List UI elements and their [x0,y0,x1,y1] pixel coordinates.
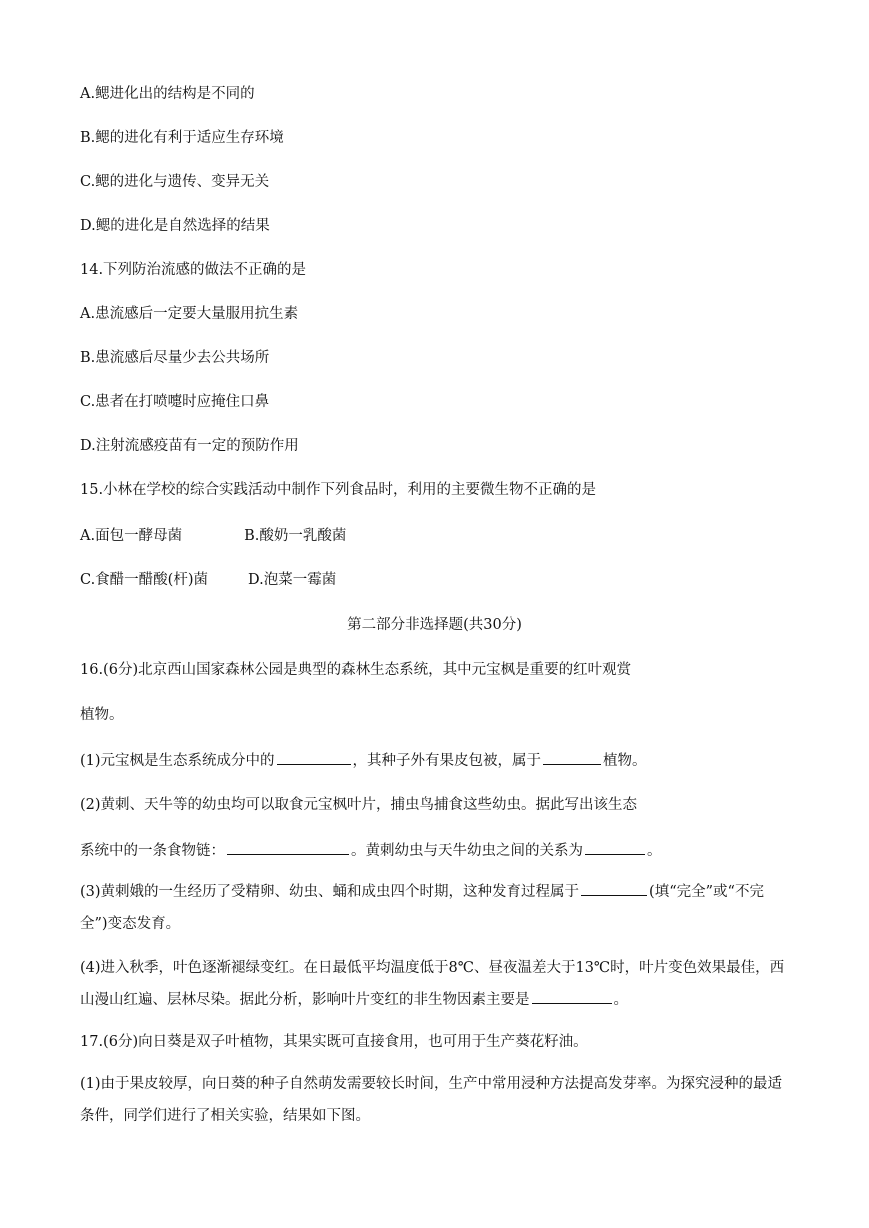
q14-option-b: B.患流感后尽量少去公共场所 [80,350,270,366]
q16-stem-line-1: 16.(6分)北京西山国家森林公园是典型的森林生态系统，其中元宝枫是重要的红叶观赏 [80,662,632,678]
q13-option-c: C.鳃的进化与遗传、变异无关 [80,174,270,190]
q14-stem: 14.下列防治流感的做法不正确的是 [80,262,307,278]
q16-p1-text-c: 植物。 [603,753,647,769]
q16-p2-blank-2[interactable] [585,840,645,855]
q15-option-c: C.食醋一醋酸(杆)菌 [80,572,209,588]
q15-options-row-2 [80,570,336,590]
q15-stem: 15.小林在学校的综合实践活动中制作下列食品时，利用的主要微生物不正确的是 [80,482,597,498]
q16-part-2-line-2 [80,840,662,861]
q14-option-d: D.注射流感疫苗有一定的预防作用 [80,438,299,454]
q15-option-d: D.泡菜一霉菌 [248,572,337,588]
q17-part-1: (1)由于果皮较厚，向日葵的种子自然萌发需要较长时间，生产中常用浸种方法提高发芽率。为探究浸种的最适条件，同学们进行了相关实验，结果如下图。 [80,1076,783,1124]
q16-p1-blank-2[interactable] [543,750,601,765]
q16-stem-line-2: 植物。 [80,707,124,723]
q16-p1-text-b: ，其种子外有果皮包被，属于 [352,753,542,769]
q16-p2-blank-1[interactable] [227,840,349,855]
q16-part-3 [80,876,790,940]
q16-p2-text-a: 系统中的一条食物链： [80,843,225,859]
q16-p4-text-a: (4)进入秋季，叶色逐渐褪绿变红。在日最低平均温度低于8℃、昼夜温差大于13℃时，叶片变色效果最佳，西山漫山红遍、层林尽染。据此分析，影响叶片变红的非生物因素主要是 [80,960,785,1008]
q13-option-d: D.鳃的进化是自然选择的结果 [80,218,270,234]
q16-p2-text-c: 。 [647,843,662,859]
q16-p1-blank-1[interactable] [277,750,351,765]
q17-stem: 17.(6分)向日葵是双子叶植物，其果实既可直接食用，也可用于生产葵花籽油。 [80,1034,588,1050]
q14-option-c: C.患者在打喷嚏时应掩住口鼻 [80,394,270,410]
q16-p3-blank[interactable] [581,881,647,896]
q15-options-row-1 [80,526,346,546]
q13-option-b: B.鳃的进化有利于适应生存环境 [80,130,284,146]
section-title: 第二部分非选择题(共30分) [347,617,522,633]
q16-p4-text-b: 。 [613,992,628,1008]
q14-option-a: A.患流感后一定要大量服用抗生素 [80,306,299,322]
q15-option-a: A.面包一酵母菌 [80,528,183,544]
q16-part-2-line-1: (2)黄刺、天牛等的幼虫均可以取食元宝枫叶片，捕虫鸟捕食这些幼虫。据此写出该生态 [80,797,638,813]
q16-p1-text-a: (1)元宝枫是生态系统成分中的 [80,753,275,769]
q16-p3-text-a: (3)黄刺娥的一生经历了受精卵、幼虫、蛹和成虫四个时期，这种发育过程属于 [80,884,580,900]
q15-option-b: B.酸奶一乳酸菌 [244,528,347,544]
q16-p4-blank[interactable] [532,989,612,1004]
q13-option-a: A.鳃进化出的结构是不同的 [80,86,255,102]
q16-p2-text-b: 。黄刺幼虫与天牛幼虫之间的关系为 [351,843,583,859]
q16-part-1 [80,750,647,771]
q16-part-4 [80,952,790,1016]
q16-p3-text-b: (填“完全”或“不完全”)变态发育。 [80,884,764,932]
